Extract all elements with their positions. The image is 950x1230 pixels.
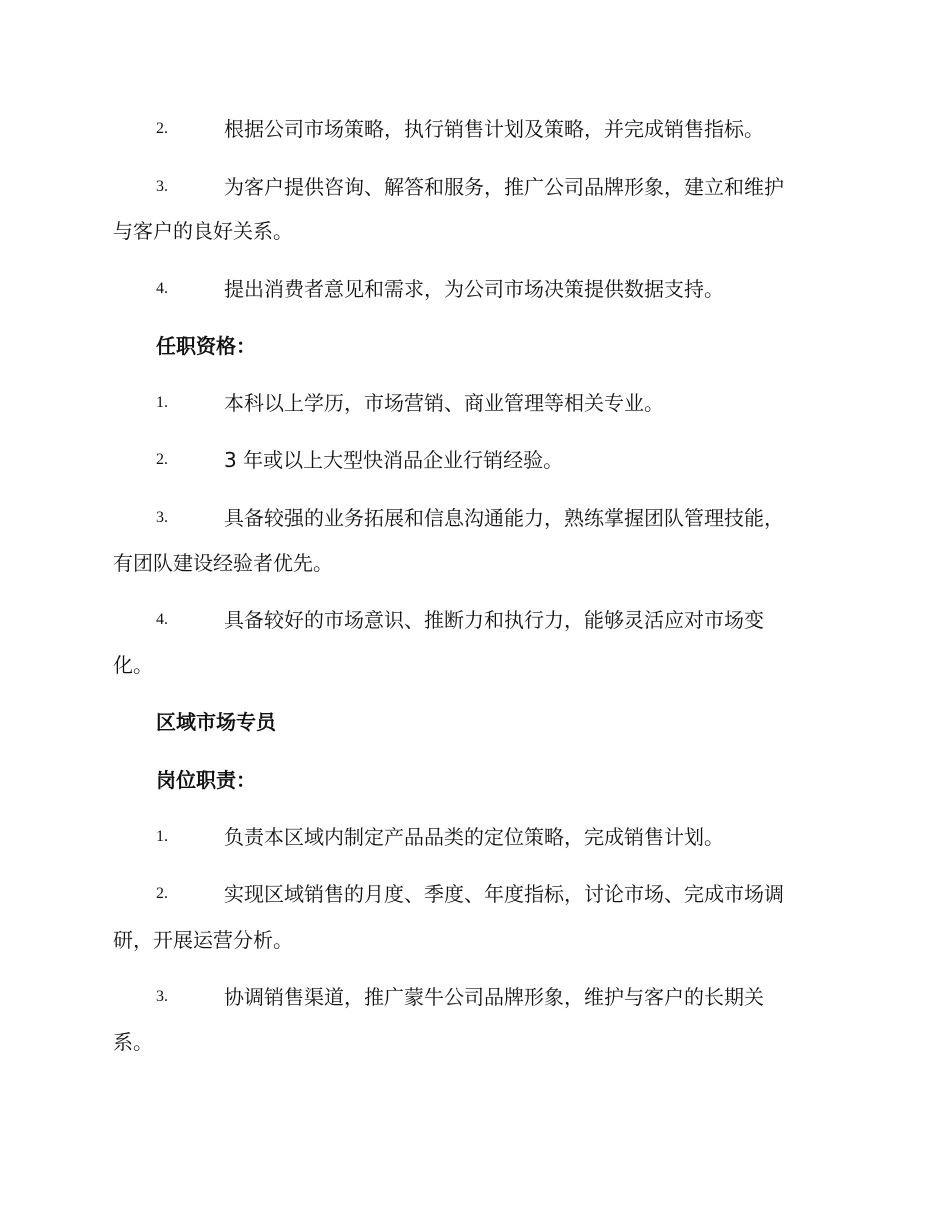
list-text: 提出消费者意见和需求，为公司市场决策提供数据支持。	[224, 277, 724, 301]
list-number: 2.	[156, 120, 168, 137]
list-number: 1.	[156, 828, 168, 845]
list-text: 实现区域销售的月度、季度、年度指标，讨论市场、完成市场调	[224, 882, 784, 906]
list-number: 4.	[156, 280, 168, 297]
list-text: 为客户提供咨询、解答和服务，推广公司品牌形象，建立和维护	[224, 175, 784, 199]
list-text-continued: 有团队建设经验者优先。	[113, 551, 333, 575]
list-text-continued: 系。	[113, 1030, 153, 1054]
list-text: 负责本区域内制定产品品类的定位策略，完成销售计划。	[224, 825, 724, 849]
list-number: 4.	[156, 611, 168, 628]
list-text-continued: 研，开展运营分析。	[113, 928, 293, 952]
list-number: 2.	[156, 451, 168, 468]
list-number: 3.	[156, 988, 168, 1005]
list-number: 3.	[156, 178, 168, 195]
list-text-continued: 化。	[113, 653, 153, 677]
list-text-continued: 与客户的良好关系。	[113, 219, 293, 243]
list-number: 3.	[156, 509, 168, 526]
list-text: 根据公司市场策略，执行销售计划及策略，并完成销售指标。	[224, 117, 764, 141]
list-text: 本科以上学历，市场营销、商业管理等相关专业。	[224, 391, 664, 415]
list-text: 具备较强的业务拓展和信息沟通能力，熟练掌握团队管理技能，	[224, 506, 784, 530]
list-text: 具备较好的市场意识、推断力和执行力，能够灵活应对市场变	[224, 608, 764, 632]
list-text: 协调销售渠道，推广蒙牛公司品牌形象，维护与客户的长期关	[224, 985, 764, 1009]
section-title-text: 区域市场专员	[156, 710, 276, 734]
list-number: 1.	[156, 394, 168, 411]
list-text: 3 年或以上大型快消品企业行销经验。	[224, 448, 564, 472]
heading-text: 任职资格：	[156, 334, 256, 358]
heading-text: 岗位职责：	[156, 768, 256, 792]
list-number: 2.	[156, 885, 168, 902]
